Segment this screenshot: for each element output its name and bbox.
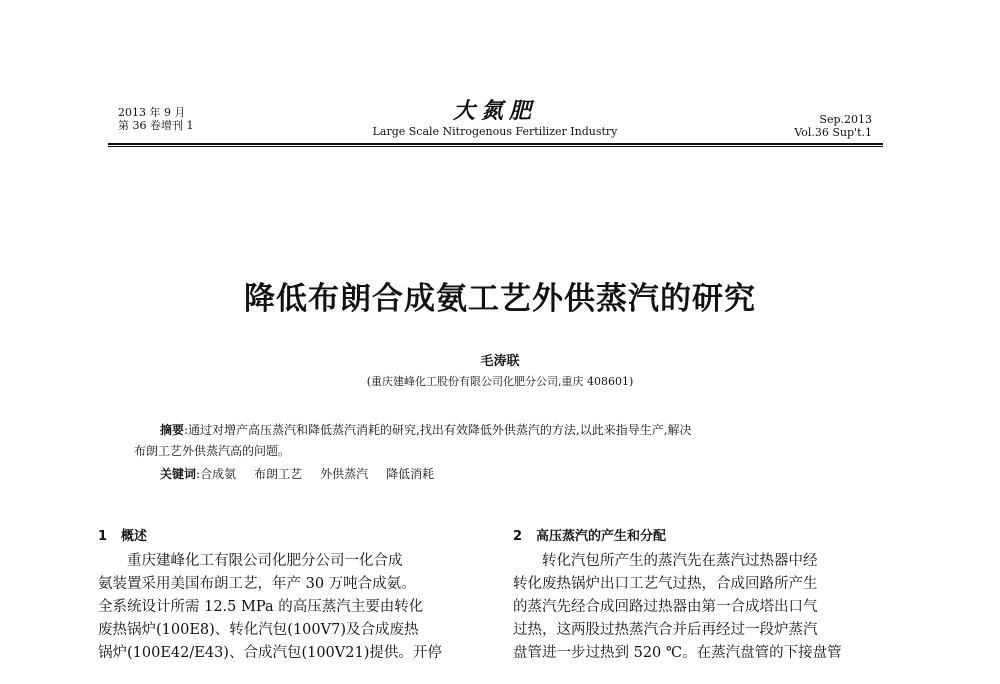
article-title: 降低布朗合成氨工艺外供蒸汽的研究 xyxy=(244,281,756,317)
abstract-text-2: 布朗工艺外供蒸汽高的问题。 xyxy=(134,444,291,458)
abstract xyxy=(134,420,874,462)
issue-date-en: Sep.2013 xyxy=(819,113,872,126)
section-line: 锅炉(100E42/E43)、合成汽包(100V21)提供。开停 xyxy=(98,645,442,661)
issue-date-cn: 2013 年 9 月 xyxy=(118,106,186,119)
header-rule xyxy=(108,143,883,145)
header-center xyxy=(365,99,625,138)
issue-volume-en: Vol.36 Sup't.1 xyxy=(794,126,872,139)
abstract-text-1: :通过对增产高压蒸汽和降低蒸汽消耗的研究,找出有效降低外供蒸汽的方法,以此来指导生产,解决 xyxy=(184,423,692,437)
keywords-label: 关键词 xyxy=(160,467,197,481)
section-title: 高压蒸汽的产生和分配 xyxy=(536,529,667,544)
section-overview xyxy=(98,525,491,665)
section-line: 氨装置采用美国布朗工艺，年产 30 万吨合成氨。 xyxy=(98,576,416,592)
section-line: 转化汽包所产生的蒸汽先在蒸汽过热器中经 xyxy=(542,553,818,569)
section-steam xyxy=(513,525,906,665)
section-line: 转化废热锅炉出口工艺气过热，合成回路所产生 xyxy=(513,576,818,592)
abstract-label: 摘要 xyxy=(160,423,185,437)
section-heading xyxy=(513,525,906,548)
keyword-item: 外供蒸汽 xyxy=(320,467,369,481)
issue-volume-cn: 第 36 卷增刊 1 xyxy=(118,119,194,132)
header-right xyxy=(794,113,872,139)
header-rule-thin xyxy=(108,146,883,147)
keyword-item: 布朗工艺 xyxy=(254,467,303,481)
author-name: 毛涛联 xyxy=(480,354,520,369)
section-line: 的蒸汽先经合成回路过热器由第一合成塔出口气 xyxy=(513,599,818,615)
keyword-item: 降低消耗 xyxy=(386,467,435,481)
keyword-item: 合成氨 xyxy=(200,467,237,481)
journal-title-en: Large Scale Nitrogenous Fertilizer Industry xyxy=(372,125,618,138)
section-number: 1 xyxy=(98,529,108,544)
header-left xyxy=(118,106,194,132)
section-line: 盘管进一步过热到 520 ℃。在蒸汽盘管的下接盘管 xyxy=(513,645,842,661)
section-line: 过热，这两股过热蒸汽合并后再经过一段炉蒸汽 xyxy=(513,622,818,638)
section-heading xyxy=(98,525,491,548)
keywords: 关键词:合成氨 布朗工艺 外供蒸汽 降低消耗 xyxy=(160,467,435,481)
section-line: 重庆建峰化工有限公司化肥分公司一化合成 xyxy=(127,553,403,569)
journal-title-cn: 大氮肥 xyxy=(452,98,537,124)
section-number: 2 xyxy=(513,529,523,544)
section-line: 全系统设计所需 12.5 MPa 的高压蒸汽主要由转化 xyxy=(98,599,424,615)
abstract-line-1 xyxy=(134,420,874,441)
section-line: 废热锅炉(100E8)、转化汽包(100V7)及合成废热 xyxy=(98,622,419,638)
author-affiliation: (重庆建峰化工股份有限公司化肥分公司,重庆 408601) xyxy=(366,375,634,388)
section-title: 概述 xyxy=(121,529,148,544)
